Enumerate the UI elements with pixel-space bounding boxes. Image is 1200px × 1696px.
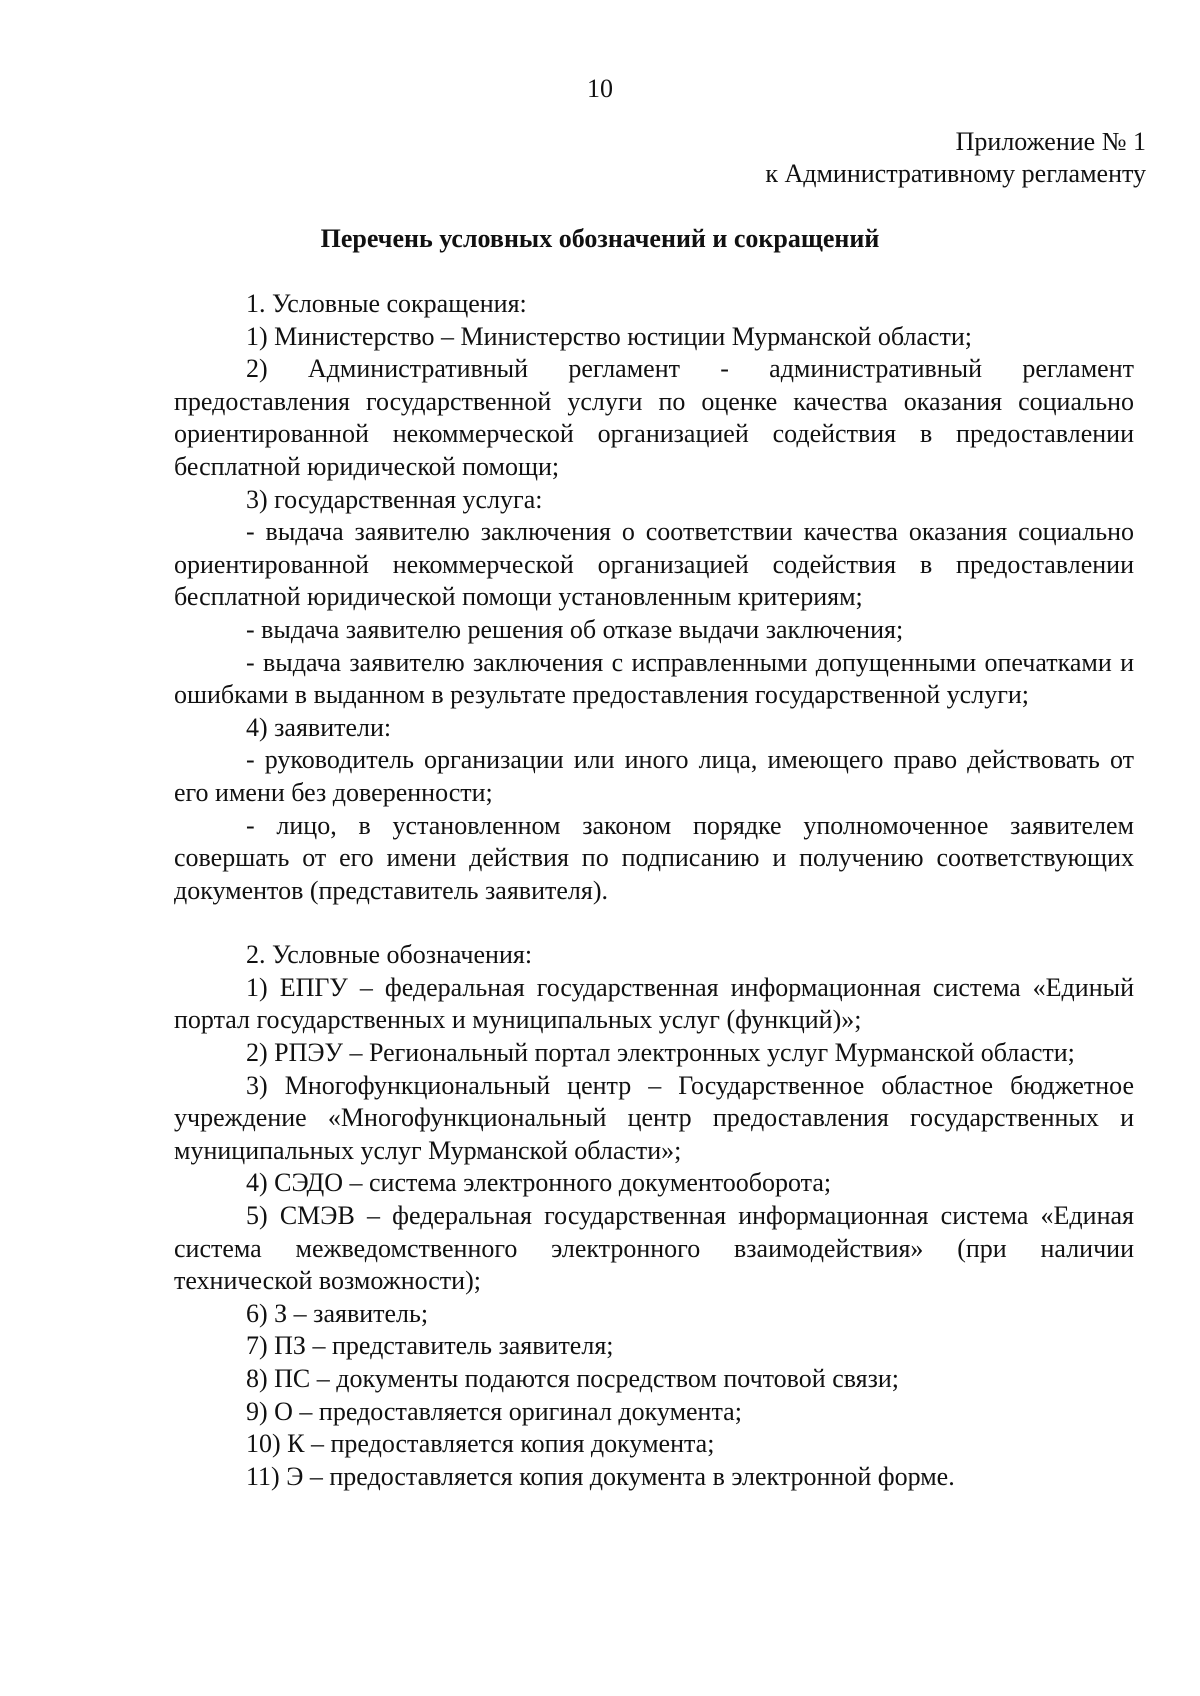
section-2-paragraph: 8) ПС – документы подаются посредством почтовой связи; xyxy=(246,1364,900,1393)
section-2-paragraph: 9) О – предоставляется оригинал документа; xyxy=(246,1396,742,1426)
section-2-paragraph: 2) РПЭУ – Региональный портал электронных услуг Мурманской области; xyxy=(246,1038,1075,1068)
section-1-paragraph: - лицо, в установленном законом порядке уполномоченное заявителем совершать от его имени действия по подписанию и получению соответствующих документов (представитель заявителя). xyxy=(174,810,1134,905)
document-body xyxy=(174,288,1134,1493)
section-1-paragraph: 2) Административный регламент - административный регламент предоставления государственной услуги по оценке качества оказания социально ориентированной некоммерческой организацией содействия в предоставлении бесплатной юридической помощи; xyxy=(174,354,1134,481)
section-1-paragraph: 1) Министерство – Министерство юстиции Мурманской области; xyxy=(246,321,972,351)
section-1-paragraph: - руководитель организации или иного лица, имеющего право действовать от его имени без доверенности; xyxy=(174,745,1134,807)
section-1-heading: 1. Условные сокращения: xyxy=(246,289,527,318)
section-1-paragraph: - выдача заявителю заключения о соответствии качества оказания социально ориентированной некоммерческой организацией содействия в предоставлении бесплатной юридической помощи установленным критериям; xyxy=(174,517,1134,612)
document-title: Перечень условных обозначений и сокращений xyxy=(320,224,880,253)
section-1-paragraph: 3) государственная услуга: xyxy=(246,484,543,514)
section-1-paragraph: - выдача заявителю заключения с исправленными допущенными опечатками и ошибками в выданном в результате предоставления государственной услуги; xyxy=(174,647,1134,710)
section-1-paragraph: - выдача заявителю решения об отказе выдачи заключения; xyxy=(246,614,904,644)
section-2-paragraph: 7) ПЗ – представитель заявителя; xyxy=(246,1331,614,1361)
section-2-paragraph: 10) К – предоставляется копия документа; xyxy=(246,1429,715,1459)
appendix-line-1: Приложение № 1 xyxy=(955,127,1146,156)
section-2-paragraph: 1) ЕПГУ – федеральная государственная информационная система «Единый портал государственных и муниципальных услуг (функций)»; xyxy=(174,972,1134,1035)
page-number: 10 xyxy=(587,74,613,103)
section-1-paragraph: 4) заявители: xyxy=(246,712,392,742)
appendix-line-2: к Административному регламенту xyxy=(765,159,1146,188)
section-2-paragraph: 6) З – заявитель; xyxy=(246,1298,429,1328)
section-2-paragraph: 11) Э – предоставляется копия документа в электронной форме. xyxy=(246,1461,955,1491)
appendix-reference xyxy=(765,126,1146,190)
section-spacer xyxy=(174,907,1134,939)
section-2-paragraph: 4) СЭДО – система электронного документооборота; xyxy=(246,1168,832,1198)
section-2-heading: 2. Условные обозначения: xyxy=(246,940,533,970)
section-2-paragraph: 5) СМЭВ – федеральная государственная информационная система «Единая система межведомственного электронного взаимодействия» (при наличии технической возможности); xyxy=(174,1201,1134,1296)
section-2-paragraph: 3) Многофункциональный центр – Государственное областное бюджетное учреждение «Многофункциональный центр предоставления государственных и муниципальных услуг Мурманской области»; xyxy=(174,1070,1134,1165)
